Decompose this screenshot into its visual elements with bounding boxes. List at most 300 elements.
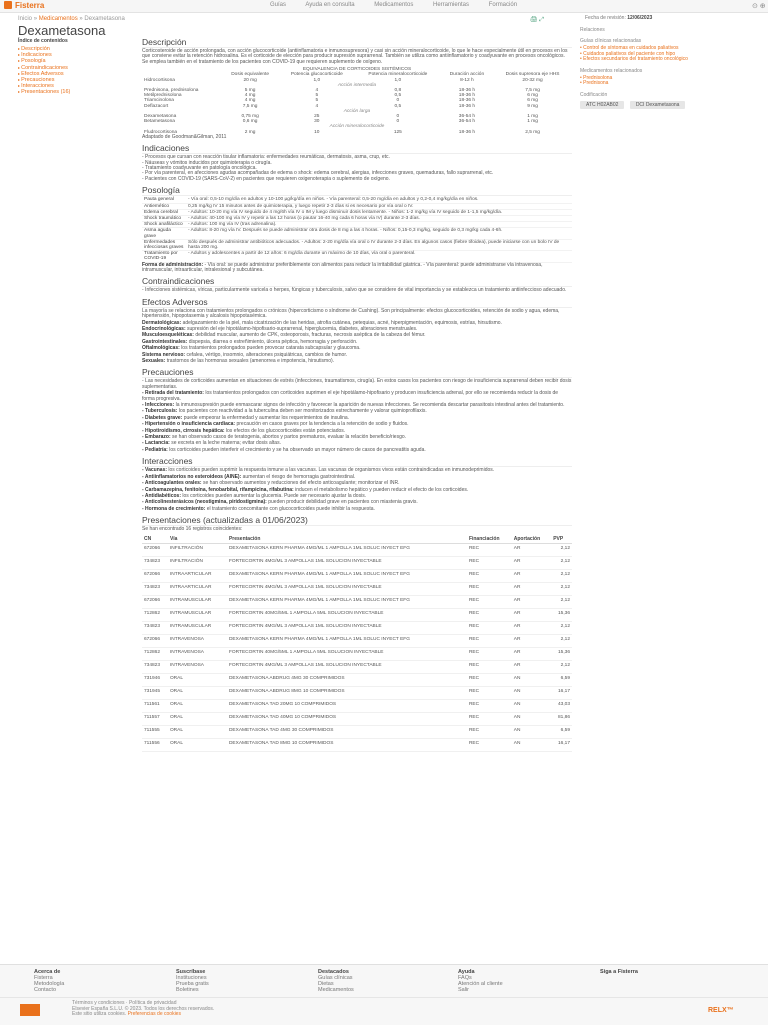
footer-column-title: Suscríbase bbox=[176, 969, 206, 975]
footer-bottom bbox=[0, 997, 768, 1026]
table-row bbox=[142, 634, 572, 647]
related-guide-link[interactable]: • Cuidados paliativos del paciente con hipo bbox=[580, 52, 755, 58]
breadcrumb-current: Dexametasona bbox=[84, 16, 125, 22]
equivalence-cell: 4 mg bbox=[244, 98, 256, 104]
equivalence-cell: 2,5 mg bbox=[525, 129, 540, 135]
table-row bbox=[142, 608, 572, 621]
presentation-cell: REC bbox=[467, 621, 512, 634]
presentation-cell: ORAL bbox=[168, 738, 227, 751]
equivalence-cell: 18-36 h bbox=[458, 129, 476, 135]
equivalence-cell: 0,5 bbox=[394, 93, 402, 99]
toc-item[interactable]: ▸ Posología bbox=[18, 58, 138, 64]
presentation-cell[interactable]: DEXAMETASONA ABDRUG 4MG 30 COMPRIMIDOS bbox=[227, 673, 467, 686]
presentation-cell: 15,36 bbox=[551, 647, 572, 660]
posology-case: Antiemético bbox=[142, 203, 186, 209]
precaution-paragraph-label: - Embarazo: bbox=[142, 434, 171, 441]
toc-item[interactable]: ▸ Presentaciones (16) bbox=[18, 89, 138, 95]
breadcrumb bbox=[18, 16, 125, 22]
equivalence-group-label: Acción larga bbox=[343, 108, 371, 114]
presentation-cell: INFILTRACIÓN bbox=[168, 556, 227, 569]
nav-formacion[interactable]: Formación bbox=[488, 2, 518, 8]
equivalence-cell: 18-36 h bbox=[458, 88, 476, 94]
precaution-paragraph-text: los tratamientos prolongados con corticoides suprimen el eje hipotálamo-hipofisario y producen insuficiencia adrenal, por ello se recomienda reducir la dosis de forma progresiva. bbox=[142, 390, 559, 402]
presentation-cell: INTRAMUSCULAR bbox=[168, 608, 227, 621]
presentations-table bbox=[142, 535, 572, 752]
presentation-cell: AR bbox=[512, 556, 551, 569]
posology-row bbox=[142, 239, 572, 250]
adverse-paragraph-text: los tratamientos prolongados pueden provocar catarata subcapsular y glaucoma. bbox=[181, 345, 361, 352]
presentation-cell: 16,17 bbox=[551, 686, 572, 699]
precaution-paragraph-text: se han observado casos de teratogenia, abortos y partos prematuros, evaluar la relación beneficio/riesgo. bbox=[172, 434, 407, 441]
precautions-heading: Precauciones bbox=[142, 367, 572, 378]
toc-item[interactable]: ▸ Efectos Adversos bbox=[18, 71, 138, 77]
indication-item: - Náuseas y vómitos inducidos por quimioterapia o cirugía. bbox=[142, 159, 272, 166]
precaution-paragraph-label: - Lactancia: bbox=[142, 440, 170, 447]
contraindications-heading: Contraindicaciones bbox=[142, 276, 572, 287]
equivalence-cell: 4 bbox=[315, 88, 319, 94]
precaution-paragraph-text: puede empeorar la enfermedad y aumentar los requerimientos de insulina. bbox=[183, 414, 350, 421]
presentation-cell: ORAL bbox=[168, 725, 227, 738]
equivalence-header: Duración acción bbox=[449, 72, 485, 78]
presentation-cell: 711557 bbox=[142, 712, 168, 725]
description-text: Corticosteroide de acción prolongada, con acción glucocorticoide (antiinflamatoria e inmunosupresora) y casi sin acción mineralocorticoide, lo que le hace especialmente útil en procesos en los que conviene evitar la retención hidrosalina. Es el corticoide de elección para producir supresión suprarrenal. También se utiliza como antiinflamatorio y coadyuvante en procesos oncológicos. Se emplea también en el tratamiento de los pacientes con COVID-19 que requieren suplemento de oxígeno. bbox=[142, 48, 568, 65]
presentation-cell: REC bbox=[467, 712, 512, 725]
posology-row bbox=[142, 251, 572, 262]
footer-link[interactable]: Instituciones bbox=[176, 975, 207, 981]
table-row bbox=[142, 569, 572, 582]
elsevier-logo bbox=[20, 1004, 40, 1016]
posology-case: Asma aguda grave bbox=[142, 228, 186, 239]
presentation-cell[interactable]: FORTECORTIN 40MG/5ML 1 AMPOLLA 5ML SOLUCION INYECTABLE bbox=[227, 608, 467, 621]
posology-dose: 0,25 mg/kg IV 15 minutos antes de quimioterapia, y luego repetir 2-3 días si es necesario por vía oral o IV. bbox=[186, 203, 572, 209]
cookies-notice bbox=[72, 1012, 214, 1018]
presentation-cell: 15,36 bbox=[551, 608, 572, 621]
precaution-paragraph bbox=[142, 379, 572, 390]
adverse-paragraph-label: Sexuales: bbox=[142, 358, 166, 364]
equivalence-cell: Fludrocortisona bbox=[144, 129, 178, 135]
posology-case: Shock anafiláctico bbox=[142, 222, 186, 228]
presentation-cell[interactable]: DEXAMETASONA TAD 4MG 30 COMPRIMIDOS bbox=[227, 725, 467, 738]
equivalence-cell: 1 mg bbox=[527, 119, 538, 125]
footer-link[interactable]: Metodología bbox=[34, 981, 65, 987]
interaction-paragraph-label: - Vacunas: bbox=[142, 467, 168, 474]
interaction-paragraph bbox=[142, 507, 572, 512]
right-sidebar bbox=[580, 22, 755, 109]
presentation-cell: REC bbox=[467, 699, 512, 712]
presentation-cell[interactable]: FORTECORTIN 4MG/ML 3 AMPOLLAS 1ML SOLUCION INYECTABLE bbox=[227, 660, 467, 673]
cookies-text: Este sitio utiliza cookies. bbox=[72, 1011, 127, 1018]
table-row bbox=[142, 725, 572, 738]
presentation-cell: ORAL bbox=[168, 673, 227, 686]
guides-heading: Guías clínicas relacionadas bbox=[580, 38, 642, 44]
table-row bbox=[142, 621, 572, 634]
presentation-cell: INTRAVENOSA bbox=[168, 660, 227, 673]
precaution-paragraph-text: la inmunosupresión puede enmascarar signos de infección y favorecer la aparición de nuevas infecciones. Se recomienda descartar parasitosis intestinal antes del tratamiento. bbox=[175, 402, 565, 409]
interaction-paragraph-label: - Anticoagulantes orales: bbox=[142, 480, 202, 487]
related-guide-link[interactable]: • Control de síntomas en cuidados paliativos bbox=[580, 46, 755, 52]
posology-dose: Sólo después de administrar antibióticos adecuados. - Adultos: 2-20 mg/día vía oral o IV durante 2-3 días. En algunos casos (fiebre tifoidea), puede iniciarse con un bolo IV de hasta 200 mg. bbox=[186, 239, 572, 250]
adverse-paragraph-text: supresión del eje hipotálamo-hipofisario-suprarrenal, hiperglucemia, diabetes, alteraciones menstruales. bbox=[187, 325, 418, 332]
adverse-paragraph-label: Sistema nervioso: bbox=[142, 351, 186, 358]
presentation-cell: AR bbox=[512, 543, 551, 556]
presentation-cell: 734823 bbox=[142, 556, 168, 569]
presentation-cell: AN bbox=[512, 712, 551, 725]
presentation-cell: REC bbox=[467, 738, 512, 751]
presentation-cell: REC bbox=[467, 569, 512, 582]
dci-tag[interactable]: DCI Dexametasona bbox=[630, 101, 686, 109]
breadcrumb-section[interactable]: Medicamentos bbox=[38, 16, 78, 22]
toc-item[interactable]: ▸ Interacciones bbox=[18, 83, 138, 89]
interaction-paragraph-text: los corticoides pueden aumentar la glucemia. Puede ser necesario ajustar la dosis. bbox=[182, 492, 367, 499]
codification-heading: Codificación bbox=[580, 91, 608, 98]
equivalence-caption: EQUIVALENCIA DE CORTICOIDES SISTÉMICOS bbox=[302, 67, 412, 73]
presentation-cell: 731945 bbox=[142, 686, 168, 699]
fisterra-logo[interactable] bbox=[4, 1, 44, 10]
footer-column bbox=[34, 969, 64, 993]
presentation-cell: INTRAVENOSA bbox=[168, 634, 227, 647]
equivalence-table bbox=[142, 67, 572, 135]
adverse-paragraph-text: debilidad muscular, aumento de CPK, osteoporosis, fracturas, necrosis aséptica de la cabeza del fémur. bbox=[195, 332, 426, 339]
presentation-cell: 672066 bbox=[142, 569, 168, 582]
posology-row bbox=[142, 228, 572, 239]
revision-label: Fecha de revisión: bbox=[585, 15, 626, 21]
presentation-cell: AR bbox=[512, 647, 551, 660]
footer-link[interactable]: Guías clínicas bbox=[318, 975, 353, 981]
equivalence-cell: 30 bbox=[314, 119, 320, 125]
presentation-cell[interactable]: DEXAMETASONA TAD 20MG 10 COMPRIMIDOS bbox=[227, 699, 467, 712]
presentation-cell: 2,12 bbox=[551, 556, 572, 569]
revision-value: 12/06/2023 bbox=[627, 15, 653, 21]
presentation-cell: 2,12 bbox=[551, 582, 572, 595]
equivalence-cell: 125 bbox=[393, 129, 402, 135]
presentation-cell: 2,12 bbox=[551, 569, 572, 582]
adverse-paragraph-label: Dermatológicas: bbox=[142, 319, 182, 326]
equivalence-cell: 18-36 h bbox=[458, 103, 476, 109]
breadcrumb-sep: » bbox=[79, 16, 83, 22]
precaution-paragraph-text: los efectos de los glucocorticoides están potenciados. bbox=[225, 427, 346, 434]
meds-heading: Medicamentos relacionados bbox=[580, 67, 643, 74]
posology-dose: - Adultos: 8-20 mg vía IV. Después se puede administrar otra dosis de 8 mg a las 4 horas. - Niños: 0,15-0,3 mg/kg, seguido de 0,3 mg/kg cada 4-6h. bbox=[186, 228, 572, 239]
footer-link[interactable]: Boletines bbox=[176, 987, 199, 993]
presentation-cell: ORAL bbox=[168, 699, 227, 712]
posology-case: Edema cerebral bbox=[142, 209, 186, 215]
footer-column bbox=[600, 969, 638, 975]
equivalence-cell: Deflazacort bbox=[144, 103, 169, 109]
presentation-cell[interactable]: FORTECORTIN 4MG/ML 3 AMPOLLAS 1ML SOLUCION INYECTABLE bbox=[227, 582, 467, 595]
equivalence-cell: 5 mg bbox=[244, 88, 256, 94]
posology-case: Enfermedades infecciosas graves bbox=[142, 239, 186, 250]
indication-item: - Pacientes con COVID-19 (SARS-CoV-2) en pacientes que requieren oxigenoterapia o suplemento de oxígeno. bbox=[142, 175, 390, 182]
table-row bbox=[142, 673, 572, 686]
precaution-paragraph bbox=[142, 448, 572, 453]
posology-dose: - Adultos: 40-100 mg vía IV y repetir a las 12 horas (o pautar 16-40 mg cada 6 horas vía IV) durante 2-3 días. bbox=[186, 215, 572, 221]
related-med-link[interactable]: • Prednisolona bbox=[580, 76, 755, 82]
presentation-cell[interactable]: DEXAMETASONA TAD 40MG 10 COMPRIMIDOS bbox=[227, 712, 467, 725]
equivalence-cell: 0,75 mg bbox=[241, 114, 259, 120]
presentation-cell: 711561 bbox=[142, 699, 168, 712]
posology-case: Tratamiento por COVID-19 bbox=[142, 251, 186, 262]
relations-heading: Relaciones bbox=[580, 27, 605, 33]
presentation-cell[interactable]: FORTECORTIN 4MG/ML 3 AMPOLLAS 1ML SOLUCION INYECTABLE bbox=[227, 621, 467, 634]
presentation-cell: AN bbox=[512, 686, 551, 699]
presentation-cell: REC bbox=[467, 634, 512, 647]
equivalence-cell: 0,5 bbox=[394, 103, 402, 109]
breadcrumb-home[interactable]: Inicio bbox=[18, 16, 33, 22]
precaution-paragraph-text: los pacientes con reactividad a la tuberculina deben ser monitorizados estrechamente y valorar quimioprofilaxis. bbox=[178, 408, 427, 415]
interaction-paragraph-label: - Antiinflamatorios no esteroideos (AINE): bbox=[142, 473, 242, 480]
equivalence-header: Potencia mineralocorticoide bbox=[368, 72, 428, 78]
adverse-paragraph-label: Endocrinológicas: bbox=[142, 325, 186, 332]
equivalence-cell: 20 mg bbox=[243, 77, 257, 83]
presentation-cell[interactable]: DEXAMETASONA TAD 8MG 10 COMPRIMIDOS bbox=[227, 738, 467, 751]
interactions-heading: Interacciones bbox=[142, 456, 572, 467]
table-row bbox=[142, 582, 572, 595]
posology-heading: Posología bbox=[142, 185, 572, 196]
equivalence-cell: 4 bbox=[315, 103, 319, 109]
presentation-cell: 711555 bbox=[142, 725, 168, 738]
posology-table bbox=[142, 197, 572, 262]
presentation-cell: 672066 bbox=[142, 543, 168, 556]
presentation-cell: 734823 bbox=[142, 582, 168, 595]
presentations-header: PVP bbox=[551, 535, 572, 544]
equivalence-group-label: Acción mineralocorticoide bbox=[329, 124, 385, 130]
toc-item[interactable]: ▸ Contraindicaciones bbox=[18, 65, 138, 71]
presentation-cell: AN bbox=[512, 673, 551, 686]
interaction-paragraph-label: - Antidiabéticos: bbox=[142, 492, 181, 499]
logo-icon bbox=[4, 1, 12, 9]
print-share-icons[interactable]: 🖨 ⤢ bbox=[530, 17, 545, 23]
footer-link[interactable]: Salir bbox=[458, 987, 470, 993]
equivalence-cell: 1 mg bbox=[527, 114, 538, 120]
presentation-cell: ORAL bbox=[168, 712, 227, 725]
presentation-cell: 2,12 bbox=[551, 634, 572, 647]
equivalence-group-label: Acción intermedia bbox=[337, 82, 377, 88]
equivalence-cell: 2 mg bbox=[244, 129, 256, 135]
presentation-cell: 2,12 bbox=[551, 543, 572, 556]
presentation-cell: 672066 bbox=[142, 634, 168, 647]
administration-label: Forma de administración: bbox=[142, 261, 204, 268]
presentation-cell: 6,59 bbox=[551, 725, 572, 738]
interaction-paragraph-text: inducen el metabolismo hepático y pueden reducir el efecto de los corticoides. bbox=[295, 486, 469, 493]
equivalence-cell: 18-36 h bbox=[458, 93, 476, 99]
nav-guias[interactable]: Guías bbox=[270, 2, 287, 8]
main-nav bbox=[270, 2, 535, 8]
equivalence-cell: 8-12 h bbox=[460, 77, 474, 83]
presentation-cell: REC bbox=[467, 686, 512, 699]
presentation-cell: REC bbox=[467, 608, 512, 621]
nav-herramientas[interactable]: Herramientas bbox=[433, 2, 470, 8]
presentation-cell: REC bbox=[467, 647, 512, 660]
equivalence-cell: 18-36 h bbox=[458, 98, 476, 104]
footer-link[interactable]: FAQs bbox=[458, 975, 472, 981]
equivalence-cell: 5 bbox=[315, 98, 319, 104]
presentation-cell: REC bbox=[467, 543, 512, 556]
table-row bbox=[142, 738, 572, 751]
indications-heading: Indicaciones bbox=[142, 143, 572, 154]
nav-medicamentos[interactable]: Medicamentos bbox=[374, 2, 414, 8]
presentations-header: Vía bbox=[168, 535, 227, 544]
presentation-cell: 2,12 bbox=[551, 595, 572, 608]
presentation-cell: 43,03 bbox=[551, 699, 572, 712]
presentation-cell: AR bbox=[512, 595, 551, 608]
indication-item: - Procesos que cursan con reacción tisular inflamatoria: enfermedades reumáticas, dermatosis, asma, crup, etc. bbox=[142, 154, 390, 161]
precaution-paragraph-text: se excreta en la leche materna; evitar dosis altas. bbox=[171, 440, 281, 447]
presentations-header: CN bbox=[142, 535, 168, 544]
presentation-cell: AN bbox=[512, 725, 551, 738]
revision-date bbox=[585, 15, 652, 21]
presentation-cell: REC bbox=[467, 660, 512, 673]
toc-item[interactable]: ▸ Precauciones bbox=[18, 77, 138, 83]
equivalence-source: Adaptado de Goodman&Gilman, 2011 bbox=[142, 133, 227, 140]
precaution-paragraph-text: - Las necesidades de corticoides aumentan en situaciones de estrés (infecciones, traumatismos, cirugía). En estos casos los pacientes con riesgo de insuficiencia suprarrenal deben recibir dosis suplementarias. bbox=[142, 378, 572, 390]
presentation-cell[interactable]: DEXAMETASONA KERN PHARMA 4MG/ML 1 AMPOLLA 1ML SOLUC INYECT EFG bbox=[227, 595, 467, 608]
precaution-paragraph-label: - Infecciones: bbox=[142, 402, 175, 409]
presentation-cell: 712862 bbox=[142, 647, 168, 660]
equivalence-cell: 5 bbox=[315, 93, 319, 99]
equivalence-header: Potencia glucocorticoide bbox=[290, 72, 343, 78]
posology-dose: - Vía oral: 0,5-10 mg/día en adultos y 10-100 µg/kg/día en niños. - Vía parenteral: 0,5-20 mg/día en adultos y 0,2-0,4 mg/kg/día en niños. bbox=[186, 197, 572, 203]
footer-link[interactable]: Atención al cliente bbox=[458, 981, 503, 987]
presentation-cell[interactable]: DEXAMETASONA KERN PHARMA 4MG/ML 1 AMPOLLA 1ML SOLUC INYECT EFG bbox=[227, 569, 467, 582]
presentation-cell[interactable]: DEXAMETASONA KERN PHARMA 4MG/ML 1 AMPOLLA 1ML SOLUC INYECT EFG bbox=[227, 543, 467, 556]
equivalence-cell: 7,5 mg bbox=[242, 103, 258, 109]
presentation-cell: 734823 bbox=[142, 621, 168, 634]
cookies-link[interactable]: Preferencias de cookies bbox=[127, 1011, 181, 1018]
administration-body: - Vía oral: se puede administrar preferiblemente con alimentos para reducir la irritabilidad gástrica. - Vía parenteral: puede administrarse vía intravenosa, intramuscular, intraarticular, intralesional y subcutánea. bbox=[142, 261, 543, 273]
equivalence-cell: Metilprednisolona bbox=[144, 93, 182, 99]
table-row bbox=[142, 647, 572, 660]
equivalence-cell: 36-54 h bbox=[458, 114, 476, 120]
presentation-cell: AR bbox=[512, 660, 551, 673]
presentation-cell: 734823 bbox=[142, 660, 168, 673]
footer-link[interactable]: Prueba gratis bbox=[176, 981, 209, 987]
presentation-cell[interactable]: FORTECORTIN 4MG/ML 3 AMPOLLAS 1ML SOLUCION INYECTABLE bbox=[227, 556, 467, 569]
presentation-cell[interactable]: FORTECORTIN 40MG/5ML 1 AMPOLLA 5ML SOLUCION INYECTABLE bbox=[227, 647, 467, 660]
interaction-paragraph-label: - Carbamazepina, fenitoína, fenobarbital, rifampicina, rifabutina: bbox=[142, 486, 294, 493]
adverse-paragraph-text: adelgazamiento de la piel, mala cicatrización de las heridas, atrofia cutánea, petequias, acné, hiperpigmentación, equimosis, estrías, hirsutismo. bbox=[182, 319, 502, 326]
equivalence-header: Dosis equivalente bbox=[231, 72, 270, 78]
adverse-paragraph bbox=[142, 359, 572, 364]
equivalence-cell: 4 mg bbox=[244, 93, 256, 99]
table-row bbox=[142, 686, 572, 699]
interaction-paragraph-text: pueden producir debilidad grave en pacientes con miastenia gravis. bbox=[268, 499, 418, 506]
presentation-cell: 6,59 bbox=[551, 673, 572, 686]
equivalence-cell: 0,6 mg bbox=[242, 119, 258, 125]
precaution-paragraph-label: - Tuberculosis: bbox=[142, 408, 178, 415]
equivalence-cell: Triamcinolona bbox=[144, 98, 174, 104]
equivalence-cell: 7,5 mg bbox=[525, 88, 540, 94]
presentation-cell: 712862 bbox=[142, 608, 168, 621]
table-row bbox=[142, 660, 572, 673]
footer-link[interactable]: Contacto bbox=[34, 987, 57, 993]
adverse-heading: Efectos Adversos bbox=[142, 297, 572, 308]
toc-item[interactable]: ▸ Descripción bbox=[18, 46, 138, 52]
administration-text bbox=[142, 263, 572, 274]
toc-item[interactable]: ▸ Indicaciones bbox=[18, 52, 138, 58]
equivalence-cell: 1,0 bbox=[394, 77, 402, 83]
equivalence-cell: Prednisona, prednisolona bbox=[144, 88, 199, 94]
main-content bbox=[142, 34, 572, 752]
related-guide-link[interactable]: • Efectos secundarios del tratamiento oncológico bbox=[580, 57, 755, 63]
adverse-paragraph-text: dispepsia, diarrea o estreñimiento, úlcera péptica, hemorragia y perforación. bbox=[188, 338, 358, 345]
presentation-cell: 2,12 bbox=[551, 621, 572, 634]
presentation-cell: INTRAVENOSA bbox=[168, 647, 227, 660]
interaction-paragraph-label: - Hormona de crecimiento: bbox=[142, 505, 206, 512]
presentation-cell: INFILTRACIÓN bbox=[168, 543, 227, 556]
equivalence-cell: 20-32 mg bbox=[522, 77, 543, 83]
copyright: Elsevier España S.L.U. © 2023. Todos los derechos reservados. bbox=[72, 1005, 215, 1012]
posology-dose: - Adultos y adolescentes a partir de 12 años: 6 mg/día durante un máximo de 10 días, vía oral o parenteral. bbox=[186, 251, 572, 262]
presentation-cell: AN bbox=[512, 699, 551, 712]
atc-tag[interactable]: ATC H02AB02 bbox=[580, 101, 624, 109]
adverse-paragraph-label: Oftalmológicas: bbox=[142, 345, 180, 352]
page-title: Dexametasona bbox=[18, 23, 106, 38]
equivalence-cell: 36-54 h bbox=[458, 119, 476, 125]
interaction-paragraph-text: se han observado aumentos y reducciones del efecto anticoagulante; monitorizar el INR. bbox=[202, 480, 400, 487]
presentation-cell[interactable]: DEXAMETASONA KERN PHARMA 4MG/ML 1 AMPOLLA 1ML SOLUC INYECT EFG bbox=[227, 634, 467, 647]
presentations-header: Aportación bbox=[512, 535, 551, 544]
footer-link[interactable]: Fisterra bbox=[34, 975, 53, 981]
equivalence-cell: 10 bbox=[314, 129, 320, 135]
footer-legal bbox=[72, 1001, 214, 1018]
table-row bbox=[142, 699, 572, 712]
equivalence-cell: 1,0 bbox=[313, 77, 321, 83]
equivalence-cell: 0,8 bbox=[394, 88, 402, 94]
presentation-cell: AR bbox=[512, 634, 551, 647]
presentation-cell: REC bbox=[467, 556, 512, 569]
equivalence-cell: 9 mg bbox=[527, 103, 538, 109]
posology-dose: - Adultos: 100 mg vía IV (tras adrenalina). bbox=[186, 222, 572, 228]
precaution-paragraph-label: - Hipertensión o insuficiencia cardiaca: bbox=[142, 421, 236, 428]
footer-column bbox=[458, 969, 503, 993]
presentation-cell: INTRAARTICULAR bbox=[168, 582, 227, 595]
presentation-cell: 731946 bbox=[142, 673, 168, 686]
precaution-paragraph-label: - Diabetes grave: bbox=[142, 414, 183, 421]
logo-text: Fisterra bbox=[15, 1, 45, 10]
equivalence-cell: 0 bbox=[396, 98, 400, 104]
footer-column-title: Ayuda bbox=[458, 969, 475, 975]
user-icon[interactable]: ⊙ ⊕ bbox=[752, 3, 766, 10]
presentation-cell: AR bbox=[512, 608, 551, 621]
legal-links[interactable]: Términos y condiciones · Política de privacidad bbox=[72, 1000, 177, 1006]
presentation-cell: 2,12 bbox=[551, 660, 572, 673]
adverse-paragraph-label: Gastrointestinales: bbox=[142, 338, 188, 345]
presentation-cell: 672066 bbox=[142, 595, 168, 608]
presentation-cell: AN bbox=[512, 738, 551, 751]
nav-ayuda[interactable]: Ayuda en consulta bbox=[305, 2, 355, 8]
presentation-cell: INTRAMUSCULAR bbox=[168, 595, 227, 608]
relx-brand: RELX™ bbox=[708, 1007, 734, 1014]
footer-column-title: Acerca de bbox=[34, 969, 61, 975]
equivalence-cell: 6 mg bbox=[527, 98, 538, 104]
footer-column-title: Destacados bbox=[318, 969, 349, 975]
adverse-paragraph-text: trastornos de las hormonas sexuales (amenorrea e impotencia, hirsutismo). bbox=[166, 358, 335, 364]
precaution-paragraph-label: - Retirada del tratamiento: bbox=[142, 390, 204, 397]
table-of-contents bbox=[18, 38, 138, 96]
presentation-cell[interactable]: DEXAMETASONA ABDRUG 8MG 10 COMPRIMIDOS bbox=[227, 686, 467, 699]
presentations-heading: Presentaciones (actualizadas a 01/06/2023) bbox=[142, 515, 572, 526]
table-row bbox=[142, 595, 572, 608]
footer bbox=[0, 964, 768, 1025]
footer-column bbox=[318, 969, 354, 993]
interaction-paragraph-text: el tratamiento concomitante con glucocorticoides puede inhibir la respuesta. bbox=[206, 505, 375, 512]
related-med-link[interactable]: • Prednisona bbox=[580, 81, 755, 87]
interaction-paragraph-label: - Anticolinesterásicos (neostigmina, piridostigmina): bbox=[142, 499, 267, 506]
equivalence-cell: Hidrocortisona bbox=[144, 77, 175, 83]
footer-link[interactable]: Dietas bbox=[318, 981, 334, 987]
presentation-cell: INTRAMUSCULAR bbox=[168, 621, 227, 634]
footer-link[interactable]: Medicamentos bbox=[318, 987, 354, 993]
